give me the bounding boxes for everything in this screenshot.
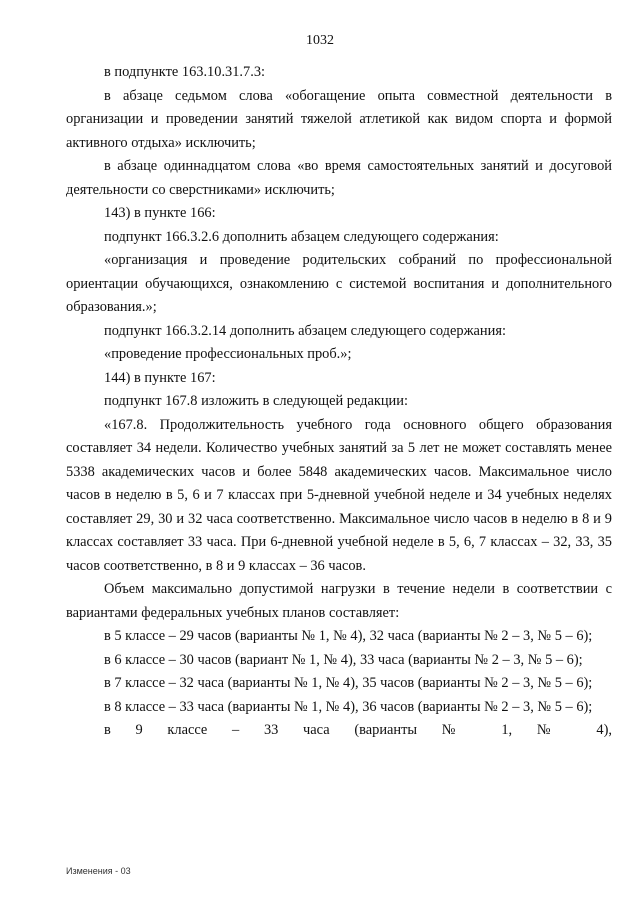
paragraph: Объем максимально допустимой нагрузки в течение недели в соответствии с вариантами федеральных учебных планов составляет: bbox=[66, 581, 612, 621]
paragraph: 144) в пункте 167: bbox=[104, 369, 216, 386]
paragraph: в 8 классе – 33 часа (варианты № 1, № 4), 36 часов (варианты № 2 – 3, № 5 – 6); bbox=[104, 698, 593, 715]
paragraph: подпункт 166.3.2.14 дополнить абзацем следующего содержания: bbox=[104, 322, 506, 339]
paragraph: в подпункте 163.10.31.7.3: bbox=[104, 64, 266, 80]
paragraph: в 7 классе – 32 часа (варианты № 1, № 4), 35 часов (варианты № 2 – 3, № 5 – 6); bbox=[104, 675, 593, 691]
paragraph: подпункт 167.8 изложить в следующей редакции: bbox=[104, 393, 408, 409]
paragraph: подпункт 166.3.2.6 дополнить абзацем следующего содержания: bbox=[104, 228, 499, 245]
paragraph: в абзаце одиннадцатом слова «во время самостоятельных занятий и досуговой деятельности со сверстниками» исключить; bbox=[66, 158, 612, 198]
paragraph: «167.8. Продолжительность учебного года основного общего образования составляет 34 недели. Количество учебных занятий за 5 лет не может составлять менее 5338 академических часов и более 5848 академических часов. Максимальное число часов в неделю в 5, 6 и 7 классах при 5-дневной учебной неделе и 34 учебных неделях составляет 29, 30 и 32 часа соответственно. Максимальное число часов в неделю в 8 и 9 классах составляет 33 часа. При 6-дневной учебной неделе в 5, 6, 7 классах – 32, 33, 35 часов соответственно, в 8 и 9 классах – 36 часов. bbox=[66, 416, 612, 574]
paragraph: 143) в пункте 166: bbox=[104, 205, 216, 221]
page-number: 1032 bbox=[306, 33, 334, 48]
paragraph: «проведение профессиональных проб.»; bbox=[104, 346, 352, 362]
paragraph: «организация и проведение родительских собраний по профессиональной ориентации обучающихся, ознакомлению с системой воспитания и дополнительного образования.»; bbox=[66, 252, 612, 315]
paragraph: в 9 классе – 33 часа (варианты № 1, № 4), bbox=[104, 722, 612, 738]
document-body bbox=[66, 61, 612, 743]
footer-revision: Изменения - 03 bbox=[66, 866, 131, 876]
paragraph: в 5 классе – 29 часов (варианты № 1, № 4), 32 часа (варианты № 2 – 3, № 5 – 6); bbox=[104, 628, 593, 644]
paragraph: в абзаце седьмом слова «обогащение опыта совместной деятельности в организации и проведении занятий тяжелой атлетикой как видом спорта и формой активного отдыха» исключить; bbox=[66, 87, 612, 151]
paragraph: в 6 классе – 30 часов (вариант № 1, № 4), 33 часа (варианты № 2 – 3, № 5 – 6); bbox=[104, 651, 583, 668]
